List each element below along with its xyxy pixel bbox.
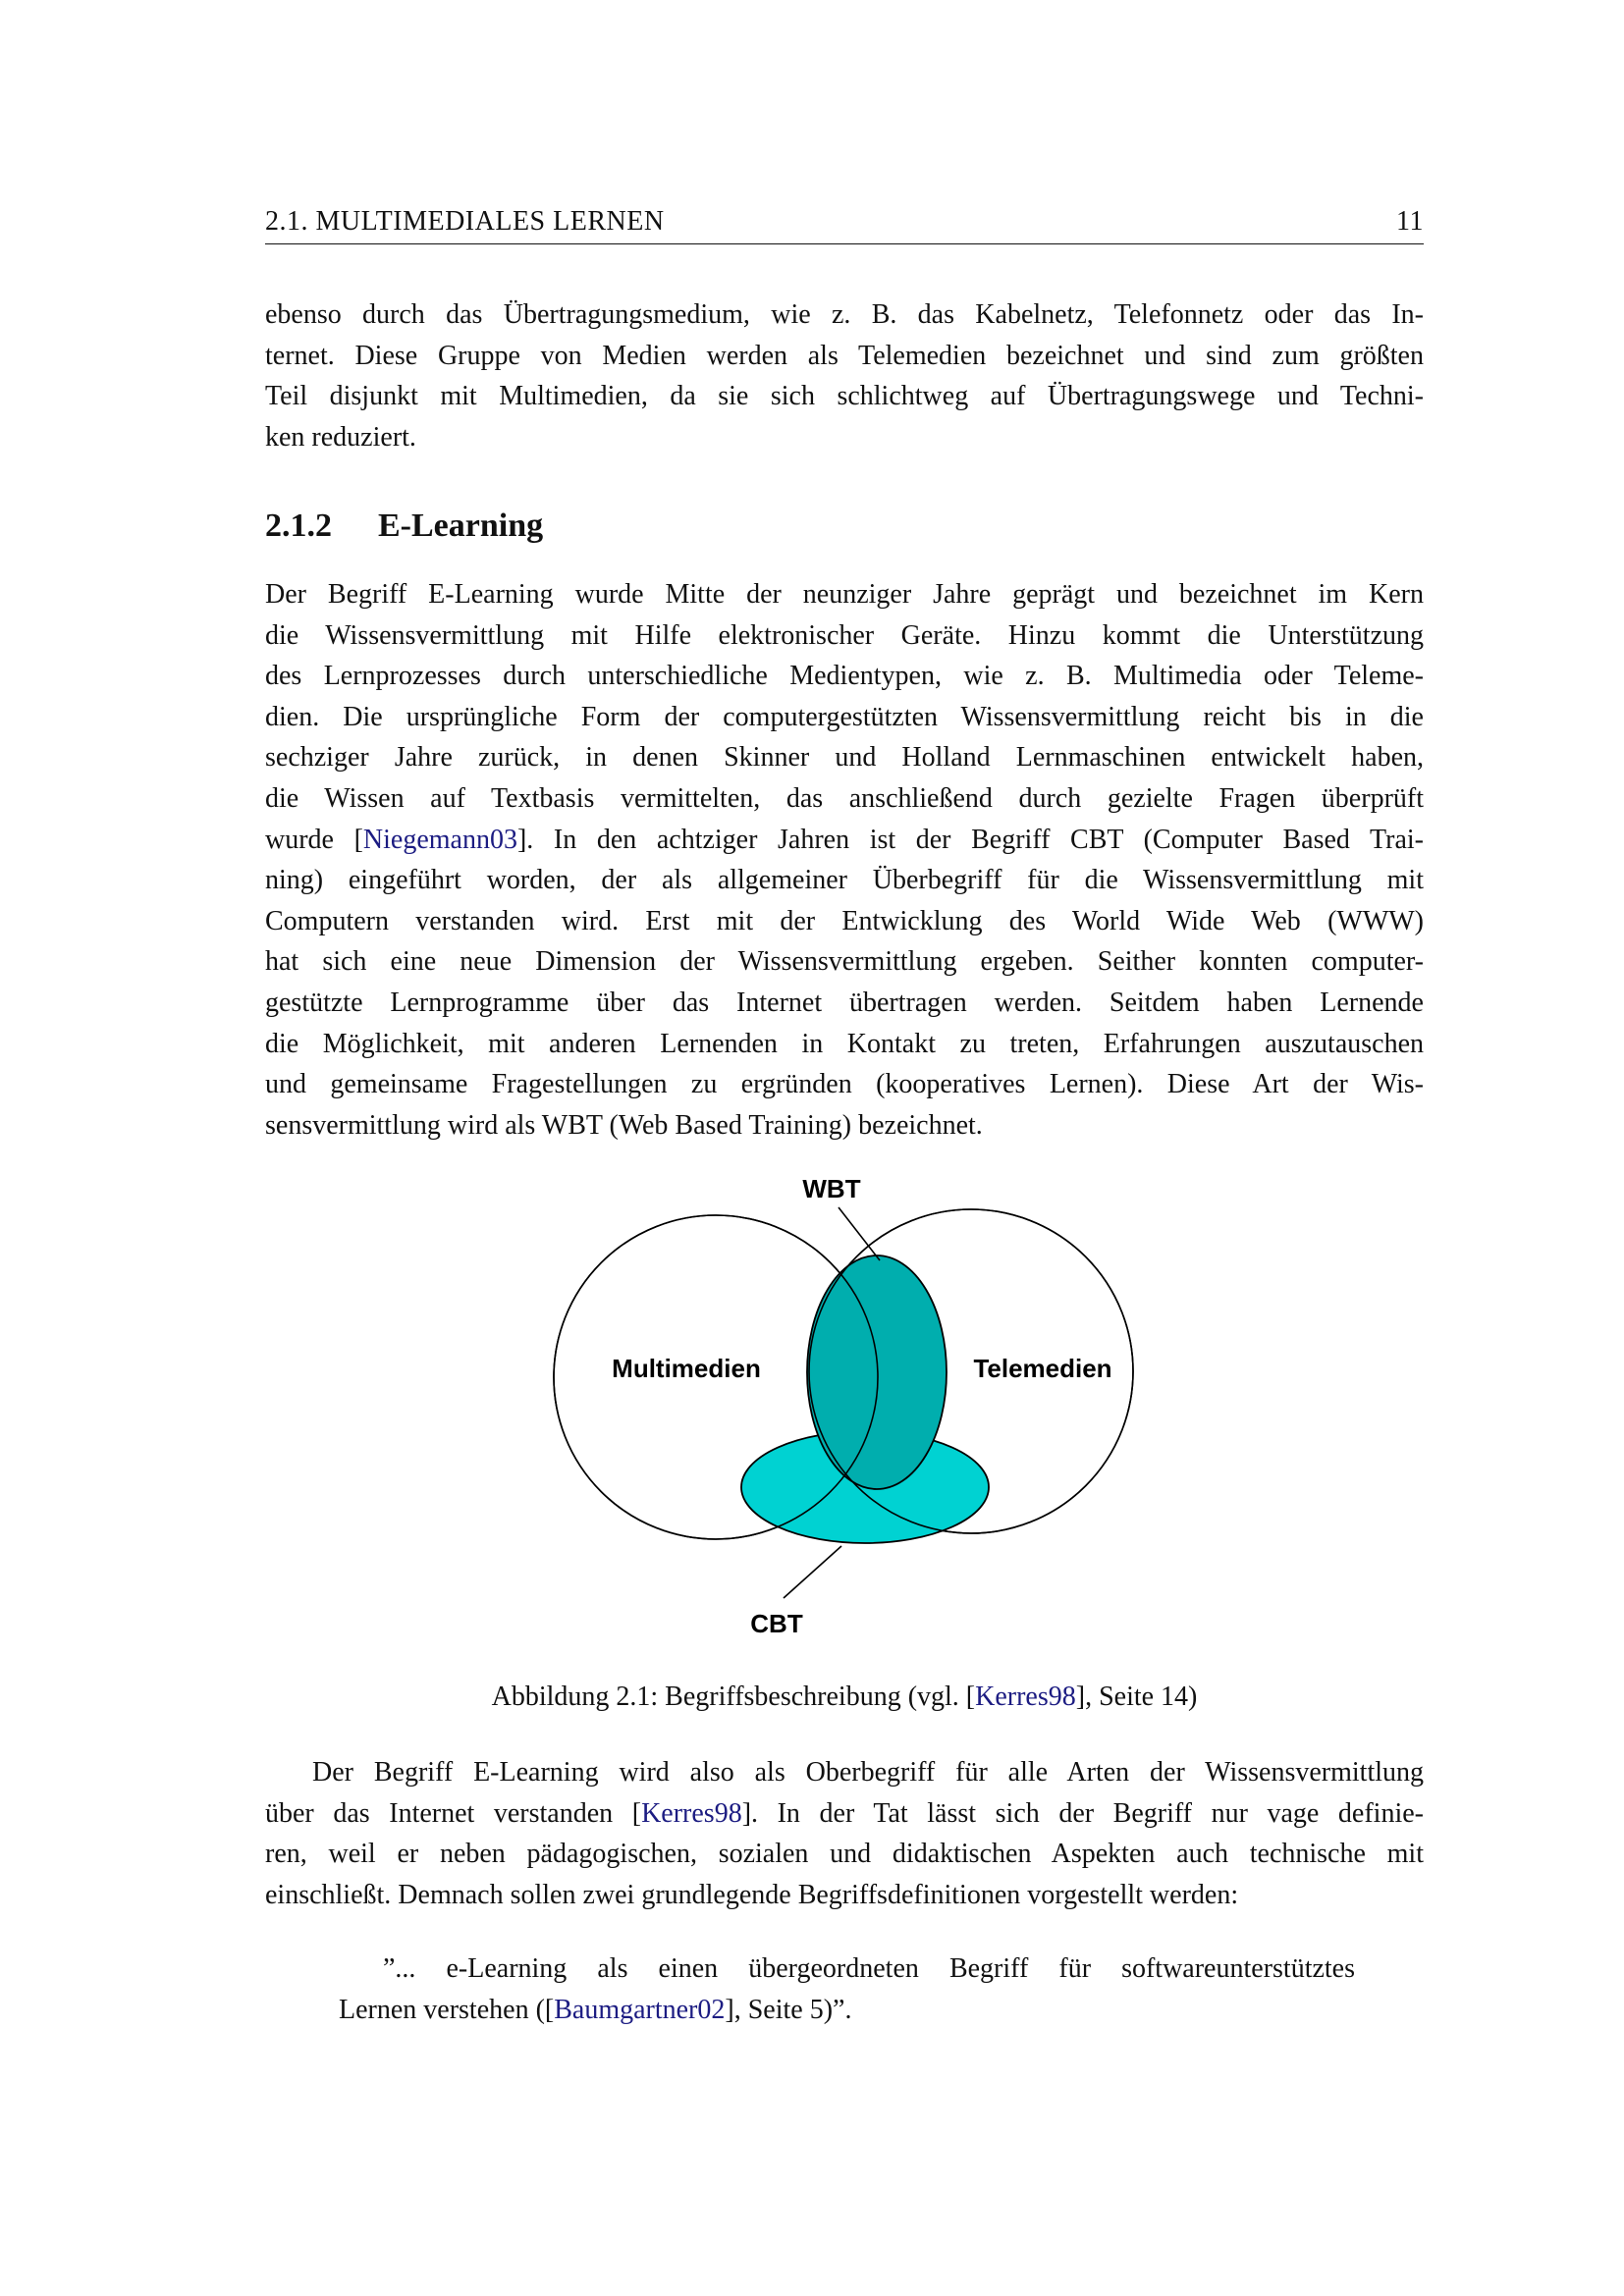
text-line: die Wissen auf Textbasis vermittelten, das anschließend durch gezielte Fragen überprüft — [265, 782, 1424, 814]
header-rule — [265, 243, 1424, 244]
citation-link-baumgartner02[interactable]: Baumgartner02 — [554, 1994, 726, 2025]
caption-text: ], Seite 14) — [1075, 1682, 1198, 1712]
text-line: des Lernprozesses durch unterschiedliche Medientypen, wie z. B. Multimedia oder Teleme- — [265, 661, 1424, 692]
text-fragment: über das Internet verstanden [ — [265, 1797, 642, 1829]
text-line: Der Begriff E-Learning wird also als Oberbegriff für alle Arten der Wissensvermittlung — [312, 1757, 1424, 1788]
text-line: Der Begriff E-Learning wurde Mitte der neunziger Jahre geprägt und bezeichnet im Kern — [265, 579, 1424, 610]
wbt-leader-line — [839, 1207, 880, 1260]
figure-caption — [265, 1677, 1424, 1718]
caption-text: Abbildung 2.1: Begriffsbeschreibung (vgl. [ — [491, 1682, 976, 1712]
text-line: ken reduziert. — [265, 421, 416, 453]
citation-link-kerres98[interactable]: Kerres98 — [641, 1797, 742, 1829]
text-fragment: wurde [ — [265, 824, 363, 855]
text-line: Teil disjunkt mit Multimedien, da sie sich schlichtweg auf Übertragungswege und Techni- — [265, 381, 1424, 412]
running-head-section: 2.1. MULTIMEDIALES LERNEN — [265, 206, 665, 237]
quote-line-with-citation — [339, 1990, 1355, 2031]
wbt-ellipse — [807, 1255, 947, 1489]
text-fragment: ]. In den achtziger Jahren ist der Begriff CBT (Computer Based Trai- — [516, 824, 1425, 855]
citation-link-kerres98[interactable]: Kerres98 — [975, 1682, 1076, 1712]
venn-diagram — [530, 1158, 1159, 1649]
text-line-with-citation — [265, 1793, 1424, 1835]
cbt-label: CBT — [750, 1609, 803, 1638]
text-fragment: ], Seite 5)”. — [725, 1994, 852, 2025]
text-line-with-citation — [265, 820, 1424, 861]
cbt-leader-line — [784, 1546, 841, 1598]
section-title: E-Learning — [378, 507, 544, 544]
text-line: die Wissensvermittlung mit Hilfe elektronischer Geräte. Hinzu kommt die Unterstützung — [265, 619, 1424, 651]
text-line: ren, weil er neben pädagogischen, sozialen und didaktischen Aspekten auch technische mit — [265, 1839, 1424, 1870]
wbt-label: WBT — [802, 1174, 861, 1203]
text-line: einschließt. Demnach sollen zwei grundlegende Begriffsdefinitionen vorgestellt werden: — [265, 1879, 1239, 1910]
paragraph-definition-intro — [265, 1752, 1424, 1915]
text-fragment: Lernen verstehen ([ — [339, 1994, 555, 2025]
block-quote — [339, 1949, 1355, 2030]
paragraph-telemedien — [265, 294, 1424, 457]
text-line: ebenso durch das Übertragungsmedium, wie z. B. das Kabelnetz, Telefonnetz oder das In- — [265, 299, 1424, 330]
telemedien-label: Telemedien — [973, 1354, 1112, 1383]
multimedien-label: Multimedien — [612, 1354, 761, 1383]
section-heading — [265, 507, 543, 546]
quote-line: ”... e-Learning als einen übergeordneten Begriff für softwareunterstütztes — [383, 1953, 1355, 1984]
text-line: hat sich eine neue Dimension der Wissensvermittlung ergeben. Seither konnten computer- — [265, 946, 1424, 978]
page-number: 11 — [1396, 206, 1424, 237]
paragraph-elearning-history — [265, 574, 1424, 1146]
text-line: sensvermittlung wird als WBT (Web Based Training) bezeichnet. — [265, 1109, 983, 1141]
section-number: 2.1.2 — [265, 507, 332, 544]
running-head — [265, 204, 1424, 240]
text-line: Computern verstanden wird. Erst mit der Entwicklung des World Wide Web (WWW) — [265, 905, 1424, 936]
text-line: die Möglichkeit, mit anderen Lernenden in Kontakt zu treten, Erfahrungen auszutauschen — [265, 1028, 1424, 1059]
text-fragment: ]. In der Tat lässt sich der Begriff nur vage definie- — [741, 1797, 1424, 1829]
text-line: ternet. Diese Gruppe von Medien werden als Telemedien bezeichnet und sind zum größten — [265, 340, 1424, 371]
text-line: sechziger Jahre zurück, in denen Skinner und Holland Lernmaschinen entwickelt haben, — [265, 742, 1424, 774]
text-line: und gemeinsame Fragestellungen zu ergründen (kooperatives Lernen). Diese Art der Wis- — [265, 1069, 1424, 1100]
text-line: ning) eingeführt worden, der als allgemeiner Überbegriff für die Wissensvermittlung mit — [265, 865, 1424, 896]
text-line: gestützte Lernprogramme über das Internet übertragen werden. Seitdem haben Lernende — [265, 987, 1424, 1018]
citation-link-niegemann03[interactable]: Niegemann03 — [362, 824, 517, 855]
text-line: dien. Die ursprüngliche Form der computergestützten Wissensvermittlung reicht bis in die — [265, 701, 1424, 732]
